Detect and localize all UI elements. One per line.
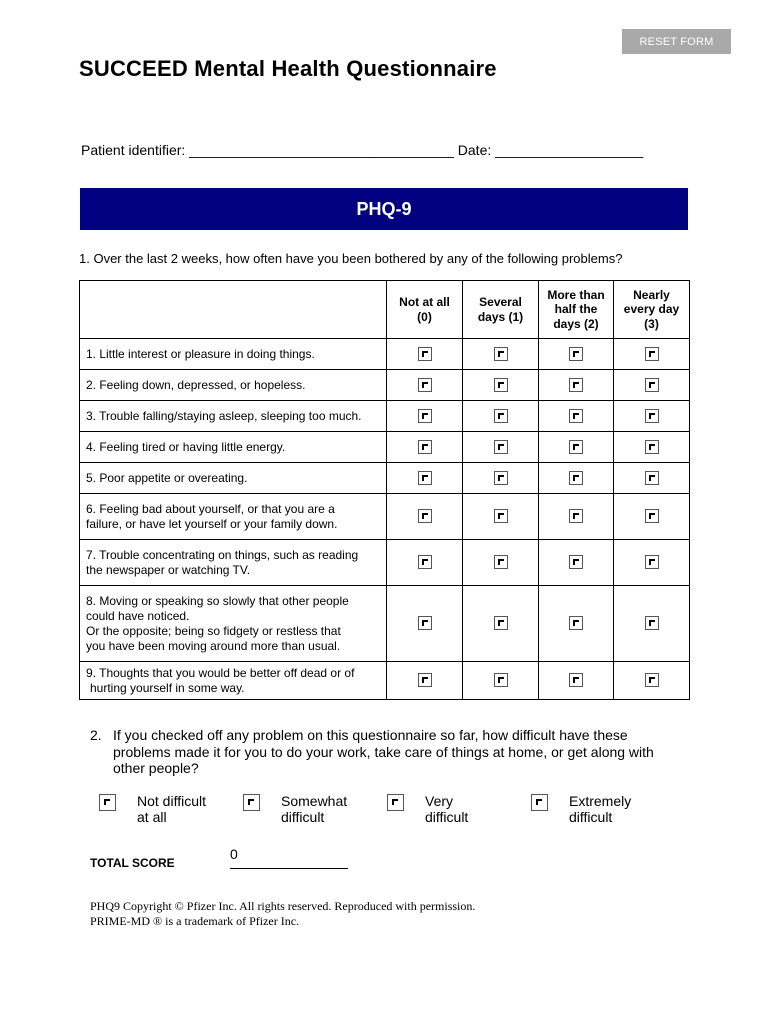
trademark-line: PRIME-MD ® is a trademark of Pfizer Inc. — [90, 914, 300, 928]
option-somewhat-difficult[interactable] — [243, 793, 347, 825]
checkbox-q3-0[interactable] — [418, 409, 432, 423]
item-text — [80, 463, 387, 494]
checkbox-q6-1[interactable] — [494, 509, 508, 523]
item-line: 6. Feeling bad about yourself, or that you are a — [86, 501, 335, 516]
table-row — [80, 662, 690, 700]
checkbox-q2-2[interactable] — [569, 378, 583, 392]
table-row — [80, 339, 690, 370]
checkbox-q6-3[interactable] — [645, 509, 659, 523]
checkbox-q1-0[interactable] — [418, 347, 432, 361]
checkbox-q7-1[interactable] — [494, 555, 508, 569]
checkbox-q8-2[interactable] — [569, 616, 583, 630]
checkbox-somewhat-difficult[interactable] — [243, 794, 260, 811]
checkbox-q5-1[interactable] — [494, 471, 508, 485]
item-text — [80, 370, 387, 401]
page-title: SUCCEED Mental Health Questionnaire — [79, 56, 497, 81]
question-2-number: 2. — [90, 727, 102, 743]
checkbox-very-difficult[interactable] — [387, 794, 404, 811]
item-line: 4. Feeling tired or having little energy. — [86, 439, 286, 454]
option-label — [425, 793, 468, 825]
column-header-line: Not at all — [399, 295, 450, 309]
checkbox-q5-0[interactable] — [418, 471, 432, 485]
question-2-text: If you checked off any problem on this questionnaire so far, how difficult have these problems made it for you to do your work, take care of things at home, or get along with other people? — [113, 727, 654, 776]
option-not-difficult[interactable] — [99, 793, 206, 825]
checkbox-q3-2[interactable] — [569, 409, 583, 423]
column-header-line: (3) — [644, 316, 659, 331]
checkbox-q7-3[interactable] — [645, 555, 659, 569]
checkbox-q4-2[interactable] — [569, 440, 583, 454]
item-line: 1. Little interest or pleasure in doing things. — [86, 346, 315, 361]
item-text — [80, 494, 387, 540]
option-label-line: difficult — [569, 809, 613, 825]
checkbox-q4-0[interactable] — [418, 440, 432, 454]
checkbox-q3-1[interactable] — [494, 409, 508, 423]
table-row — [80, 401, 690, 432]
column-header-not-at-all — [387, 281, 463, 339]
checkbox-q2-1[interactable] — [494, 378, 508, 392]
checkbox-q3-3[interactable] — [645, 409, 659, 423]
column-header-line: Several — [479, 295, 522, 309]
table-row — [80, 432, 690, 463]
table-header-blank — [80, 281, 387, 339]
table-row — [80, 463, 690, 494]
column-header-line: (0) — [417, 309, 432, 324]
patient-identifier-date-line: Patient identifier: __________________________________ Date: ___________________ — [81, 142, 644, 158]
item-line: 2. Feeling down, depressed, or hopeless. — [86, 377, 306, 392]
option-label — [281, 793, 347, 825]
checkbox-q1-1[interactable] — [494, 347, 508, 361]
total-score-value: 0 — [230, 846, 238, 862]
item-text — [80, 339, 387, 370]
item-line: the newspaper or watching TV. — [86, 562, 251, 577]
item-line: could have noticed. — [86, 608, 190, 623]
item-line: hurting yourself in some way. — [90, 680, 245, 695]
option-label-line: Extremely — [569, 793, 632, 809]
option-extremely-difficult[interactable] — [531, 793, 631, 825]
item-text — [80, 432, 387, 463]
table-row — [80, 370, 690, 401]
checkbox-q4-1[interactable] — [494, 440, 508, 454]
table-row — [80, 586, 690, 662]
checkbox-q4-3[interactable] — [645, 440, 659, 454]
option-label — [569, 793, 631, 825]
checkbox-q9-3[interactable] — [645, 673, 659, 687]
column-header-line: days (2) — [553, 316, 599, 331]
item-text — [80, 540, 387, 586]
item-line: 9. Thoughts that you would be better off dead or of — [86, 665, 355, 680]
item-line: you have been moving around more than usual. — [86, 638, 341, 653]
checkbox-not-difficult[interactable] — [99, 794, 116, 811]
checkbox-q5-2[interactable] — [569, 471, 583, 485]
phq9-table — [79, 280, 690, 700]
column-header-line: half the — [554, 302, 598, 317]
checkbox-q7-2[interactable] — [569, 555, 583, 569]
item-line: 3. Trouble falling/staying asleep, sleeping too much. — [86, 408, 362, 423]
checkbox-q9-2[interactable] — [569, 673, 583, 687]
checkbox-q9-0[interactable] — [418, 673, 432, 687]
copyright-line: PHQ9 Copyright © Pfizer Inc. All rights reserved. Reproduced with permission. — [90, 899, 476, 913]
checkbox-q6-2[interactable] — [569, 509, 583, 523]
table-row — [80, 494, 690, 540]
option-label — [137, 793, 206, 825]
item-line: 5. Poor appetite or overeating. — [86, 470, 248, 485]
reset-form-button[interactable]: RESET FORM — [622, 29, 731, 54]
option-label-line: at all — [137, 809, 167, 825]
item-text — [80, 586, 387, 662]
item-line: 7. Trouble concentrating on things, such as reading — [86, 547, 359, 562]
question-1-text: 1. Over the last 2 weeks, how often have you been bothered by any of the following problems? — [79, 251, 623, 266]
table-row — [80, 540, 690, 586]
total-score-label: TOTAL SCORE — [90, 856, 175, 870]
checkbox-q2-3[interactable] — [645, 378, 659, 392]
checkbox-q1-2[interactable] — [569, 347, 583, 361]
option-very-difficult[interactable] — [387, 793, 468, 825]
checkbox-q2-0[interactable] — [418, 378, 432, 392]
option-label-line: difficult — [425, 809, 469, 825]
checkbox-q8-3[interactable] — [645, 616, 659, 630]
question-2 — [90, 727, 670, 777]
column-header-more-than-half — [539, 281, 614, 339]
option-label-line: Somewhat — [281, 793, 348, 809]
item-line: failure, or have let yourself or your family down. — [86, 516, 338, 531]
checkbox-q9-1[interactable] — [494, 673, 508, 687]
item-text — [80, 401, 387, 432]
option-label-line: Very — [425, 793, 454, 809]
item-text — [80, 662, 387, 700]
option-label-line: Not difficult — [137, 793, 206, 809]
checkbox-q1-3[interactable] — [645, 347, 659, 361]
column-header-several-days — [463, 281, 539, 339]
column-header-line: every day — [623, 302, 680, 317]
column-header-line: Nearly — [633, 287, 670, 302]
checkbox-q8-1[interactable] — [494, 616, 508, 630]
checkbox-q5-3[interactable] — [645, 471, 659, 485]
checkbox-q7-0[interactable] — [418, 555, 432, 569]
item-line: Or the opposite; being so fidgety or restless that — [86, 623, 341, 638]
option-label-line: difficult — [281, 809, 325, 825]
checkbox-q6-0[interactable] — [418, 509, 432, 523]
total-score-underline — [230, 868, 348, 869]
column-header-nearly-every-day — [614, 281, 690, 339]
item-line: 8. Moving or speaking so slowly that other people — [86, 593, 349, 608]
checkbox-extremely-difficult[interactable] — [531, 794, 548, 811]
column-header-line: days (1) — [477, 309, 524, 324]
checkbox-q8-0[interactable] — [418, 616, 432, 630]
column-header-line: More than — [547, 287, 605, 302]
copyright-notice — [90, 899, 475, 929]
phq9-banner: PHQ-9 — [80, 188, 688, 230]
